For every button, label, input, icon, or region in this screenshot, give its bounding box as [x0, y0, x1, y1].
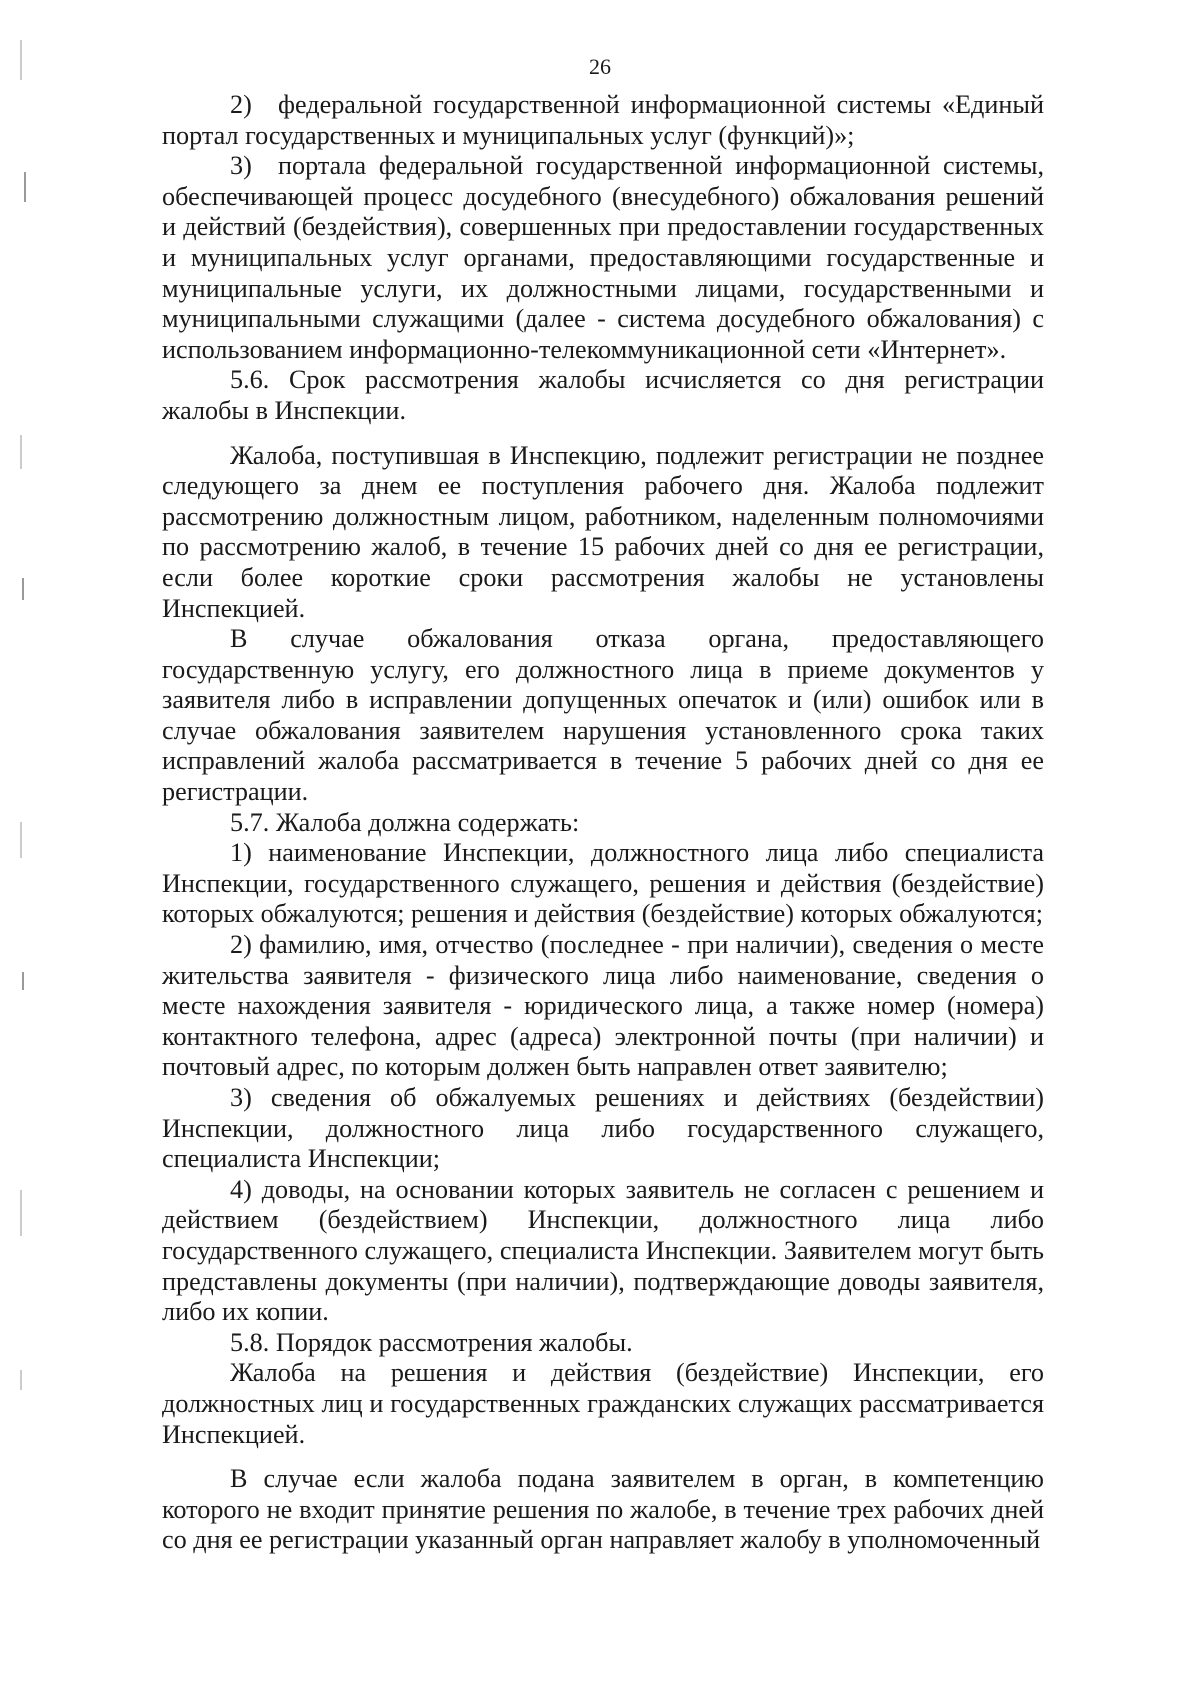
paragraph: 3) сведения об обжалуемых решениях и действиях (бездействии) Инспекции, должностного лица либо государственного служащего, специалиста Инспекции; — [162, 1083, 1044, 1174]
paragraph: 5.6. Срок рассмотрения жалобы исчисляется со дня регистрации жалобы в Инспекции. — [162, 365, 1044, 425]
document-body — [162, 90, 1044, 1556]
paragraph: 3) портала федеральной государственной информационной системы, обеспечивающей процесс досудебного (внесудебного) обжалования решений и действий (бездействия), совершенных при предоставлении государственных и муниципальных услуг органами, предоставляющими государственные и муниципальные услуги, их должностными лицами, государственными и муниципальными служащими (далее - система досудебного обжалования) с использованием информационно-телекоммуникационной сети «Интернет». — [162, 151, 1044, 364]
paragraph: 4) доводы, на основании которых заявитель не согласен с решением и действием (бездействием) Инспекции, должностного лица либо государственного служащего, специалиста Инспекции. Заявителем могут быть представлены документы (при наличии), подтверждающие доводы заявителя, либо их копии. — [162, 1174, 1044, 1327]
paragraph: В случае обжалования отказа органа, предоставляющего государственную услугу, его должностного лица в приеме документов у заявителя либо в исправлении допущенных опечаток и (или) ошибок или в случае обжалования заявителем нарушения установленного срока таких исправлений жалоба рассматривается в течение 5 рабочих дней со дня ее регистрации. — [162, 624, 1044, 807]
paragraph: 5.7. Жалоба должна содержать: — [230, 807, 580, 837]
paragraph: 2) фамилию, имя, отчество (последнее - при наличии), сведения о месте жительства заявителя - физического лица либо наименование, сведения о месте нахождения заявителя - юридического лица, а также номер (номера) контактного телефона, адрес (адреса) электронной почты (при наличии) и почтовый адрес, по которым должен быть направлен ответ заявителю; — [162, 930, 1044, 1082]
paragraph: 2) федеральной государственной информационной системы «Единый портал государственных и муниципальных услуг (функций)»; — [162, 90, 1044, 150]
paragraph: В случае если жалоба подана заявителем в орган, в компетенцию которого не входит принятие решения по жалобе, в течение трех рабочих дней со дня ее регистрации указанный орган направляет жалобу в уполномоченный — [162, 1464, 1044, 1555]
paragraph: Жалоба на решения и действия (бездействие) Инспекции, его должностных лиц и государственных гражданских служащих рассматривается Инспекцией. — [162, 1358, 1044, 1449]
paragraph: 1) наименование Инспекции, должностного лица либо специалиста Инспекции, государственного служащего, решения и действия (бездействие) которых обжалуются; решения и действия (бездействие) которых обжалуются; — [162, 838, 1044, 929]
paragraph: 5.8. Порядок рассмотрения жалобы. — [230, 1327, 633, 1357]
page-number: 26 — [589, 54, 611, 79]
paragraph: Жалоба, поступившая в Инспекцию, подлежит регистрации не позднее следующего за днем ее поступления рабочего дня. Жалоба подлежит рассмотрению должностным лицом, работником, наделенным полномочиями по рассмотрению жалоб, в течение 15 рабочих дней со дня ее регистрации, если более короткие сроки рассмотрения жалобы не установлены Инспекцией. — [162, 440, 1044, 623]
